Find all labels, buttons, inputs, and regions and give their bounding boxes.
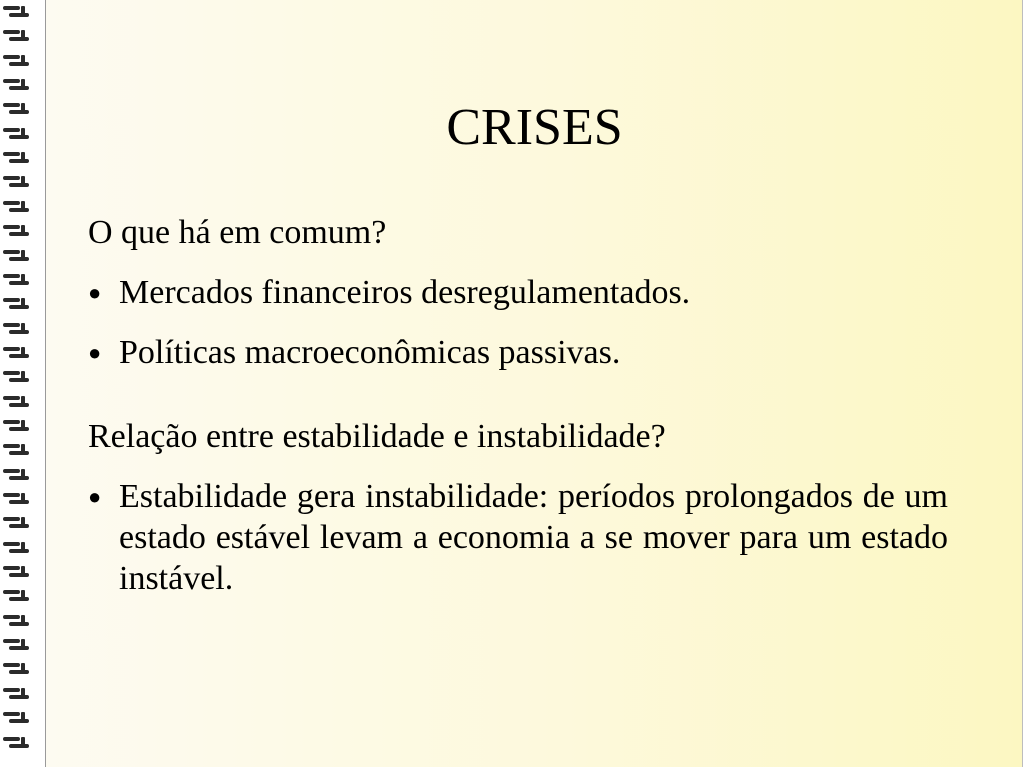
binding-ring-icon: [3, 250, 31, 263]
slide-body: [88, 212, 948, 599]
bullet-icon: ●: [88, 340, 102, 365]
bullet-icon: ●: [88, 484, 102, 509]
binding-ring-icon: [3, 371, 31, 384]
binding-ring-icon: [3, 298, 31, 311]
binding-ring-icon: [3, 347, 31, 360]
binding-ring-icon: [3, 712, 31, 725]
slide-title: CRISES: [446, 99, 623, 156]
binding-ring-icon: [3, 590, 31, 603]
binding-ring-icon: [3, 225, 31, 238]
binding-ring-icon: [3, 663, 31, 676]
binding-ring-icon: [3, 274, 31, 287]
binding-ring-icon: [3, 420, 31, 433]
binding-ring-icon: [3, 323, 31, 336]
question-common: O que há em comum?: [88, 214, 387, 251]
binding-ring-icon: [3, 444, 31, 457]
binding-ring-icon: [3, 566, 31, 579]
bullet-icon: ●: [88, 280, 102, 305]
bullet-text: Estabilidade gera instabilidade: períodos prolongados de um estado estável levam a economia a se mover para um estado instável.: [119, 478, 948, 597]
notebook-binding: [0, 0, 46, 767]
binding-ring-icon: [3, 6, 31, 19]
bullet-item: [88, 332, 948, 374]
binding-ring-icon: [3, 517, 31, 530]
binding-ring-icon: [3, 30, 31, 43]
bullet-item: [88, 272, 948, 314]
binding-ring-icon: [3, 128, 31, 141]
binding-ring-icon: [3, 103, 31, 116]
binding-ring-icon: [3, 201, 31, 214]
spacer: [88, 374, 948, 416]
binding-ring-icon: [3, 639, 31, 652]
binding-ring-icon: [3, 615, 31, 628]
question-stability: Relação entre estabilidade e instabilidade?: [88, 418, 666, 455]
binding-ring-icon: [3, 542, 31, 555]
binding-ring-icon: [3, 152, 31, 165]
bullet-item: [88, 476, 948, 599]
bullet-text: Mercados financeiros desregulamentados.: [119, 274, 691, 311]
binding-ring-icon: [3, 55, 31, 68]
binding-ring-icon: [3, 396, 31, 409]
binding-ring-icon: [3, 688, 31, 701]
binding-ring-icon: [3, 737, 31, 750]
binding-ring-icon: [3, 79, 31, 92]
bullet-text: Políticas macroeconômicas passivas.: [119, 334, 621, 371]
binding-ring-icon: [3, 469, 31, 482]
binding-ring-icon: [3, 493, 31, 506]
binding-ring-icon: [3, 176, 31, 189]
